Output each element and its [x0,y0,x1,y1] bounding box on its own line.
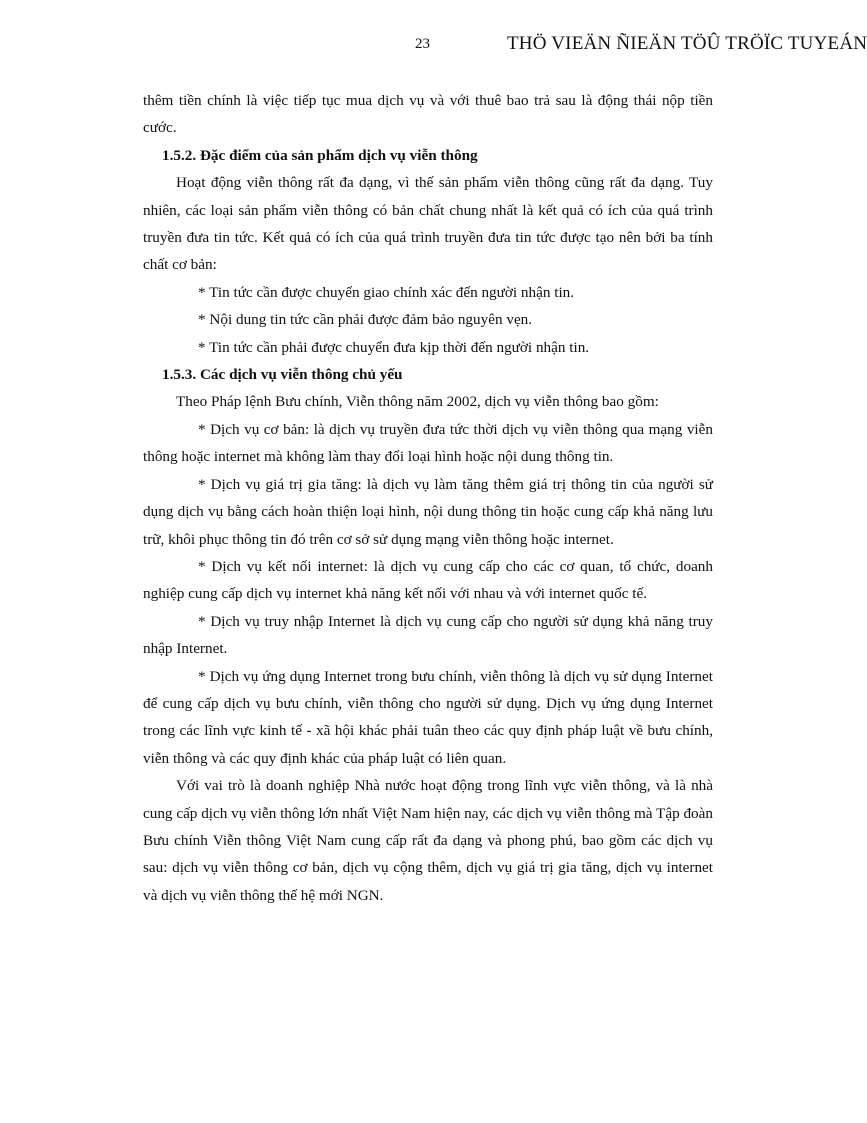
running-header: THÖ VIEÄN ÑIEÄN TÖÛ TRÖÏC TUYEÁN [507,33,867,54]
document-body [143,87,713,909]
paragraph-ordinance-intro: Theo Pháp lệnh Bưu chính, Viễn thông năm 2002, dịch vụ viễn thông bao gồm: [176,393,659,411]
bullet-internet-application: * Dịch vụ ứng dụng Internet trong bưu chính, viễn thông là dịch vụ sử dụng Internet để cung cấp dịch vụ bưu chính, viễn thông cho người sử dụng. Dịch vụ ứng dụng Internet trong các lĩnh vực kinh tế - xã hội khác phải tuân theo các quy định pháp luật về bưu chính, viễn thông và các quy định khác của pháp luật có liên quan. [143,667,713,767]
paragraph-continuation: thêm tiền chính là việc tiếp tục mua dịch vụ và với thuê bao trả sau là động thái nộp tiền cước. [143,92,713,137]
section-heading-1-5-3: 1.5.3. Các dịch vụ viễn thông chủ yếu [162,366,403,384]
bullet-timeliness: * Tin tức cần phải được chuyển đưa kịp thời đến người nhận tin. [198,338,590,356]
bullet-internet-connection: * Dịch vụ kết nối internet: là dịch vụ cung cấp cho các cơ quan, tổ chức, doanh nghiệp cung cấp dịch vụ internet khả năng kết nối với nhau và với internet quốc tế. [143,557,713,603]
bullet-integrity: * Nội dung tin tức cần phải được đảm bảo nguyên vẹn. [198,311,533,329]
page-number: 23 [415,36,430,52]
bullet-value-added-service: * Dịch vụ giá trị gia tăng: là dịch vụ làm tăng thêm giá trị thông tin của người sử dụng dịch vụ bằng cách hoàn thiện loại hình, nội dung thông tin hoặc cung cấp khả năng lưu trữ, khôi phục thông tin đó trên cơ sở sử dụng mạng viễn thông hoặc internet. [143,475,713,548]
section-heading-1-5-2: 1.5.2. Đặc điểm của sản phẩm dịch vụ viễn thông [162,146,478,164]
bullet-accuracy: * Tin tức cần được chuyển giao chính xác đến người nhận tin. [198,283,575,301]
bullet-internet-access: * Dịch vụ truy nhập Internet là dịch vụ cung cấp cho người sử dụng khả năng truy nhập Internet. [143,612,713,658]
paragraph-vnpt-services: Với vai trò là doanh nghiệp Nhà nước hoạt động trong lĩnh vực viễn thông, và là nhà cung cấp dịch vụ viễn thông lớn nhất Việt Nam hiện nay, các dịch vụ viễn thông mà Tập đoàn Bưu chính Viễn thông Việt Nam cung cấp rất đa dạng và phong phú, bao gồm các dịch vụ sau: dịch vụ viễn thông cơ bản, dịch vụ cộng thêm, dịch vụ giá trị gia tăng, dịch vụ internet và dịch vụ viễn thông thế hệ mới NGN. [143,777,713,904]
bullet-basic-service: * Dịch vụ cơ bản: là dịch vụ truyền đưa tức thời dịch vụ viễn thông qua mạng viễn thông hoặc internet mà không làm thay đổi loại hình hoặc nội dung thông tin. [143,420,713,466]
paragraph-product-characteristics: Hoạt động viễn thông rất đa dạng, vì thế sản phẩm viễn thông cũng rất đa dạng. Tuy nhiên, các loại sản phẩm viễn thông có bản chất chung nhất là kết quả có ích của quá trình truyền đưa tin tức. Kết quả có ích của quá trình truyền đưa tin tức được tạo nên bởi ba tính chất cơ bản: [143,174,713,274]
